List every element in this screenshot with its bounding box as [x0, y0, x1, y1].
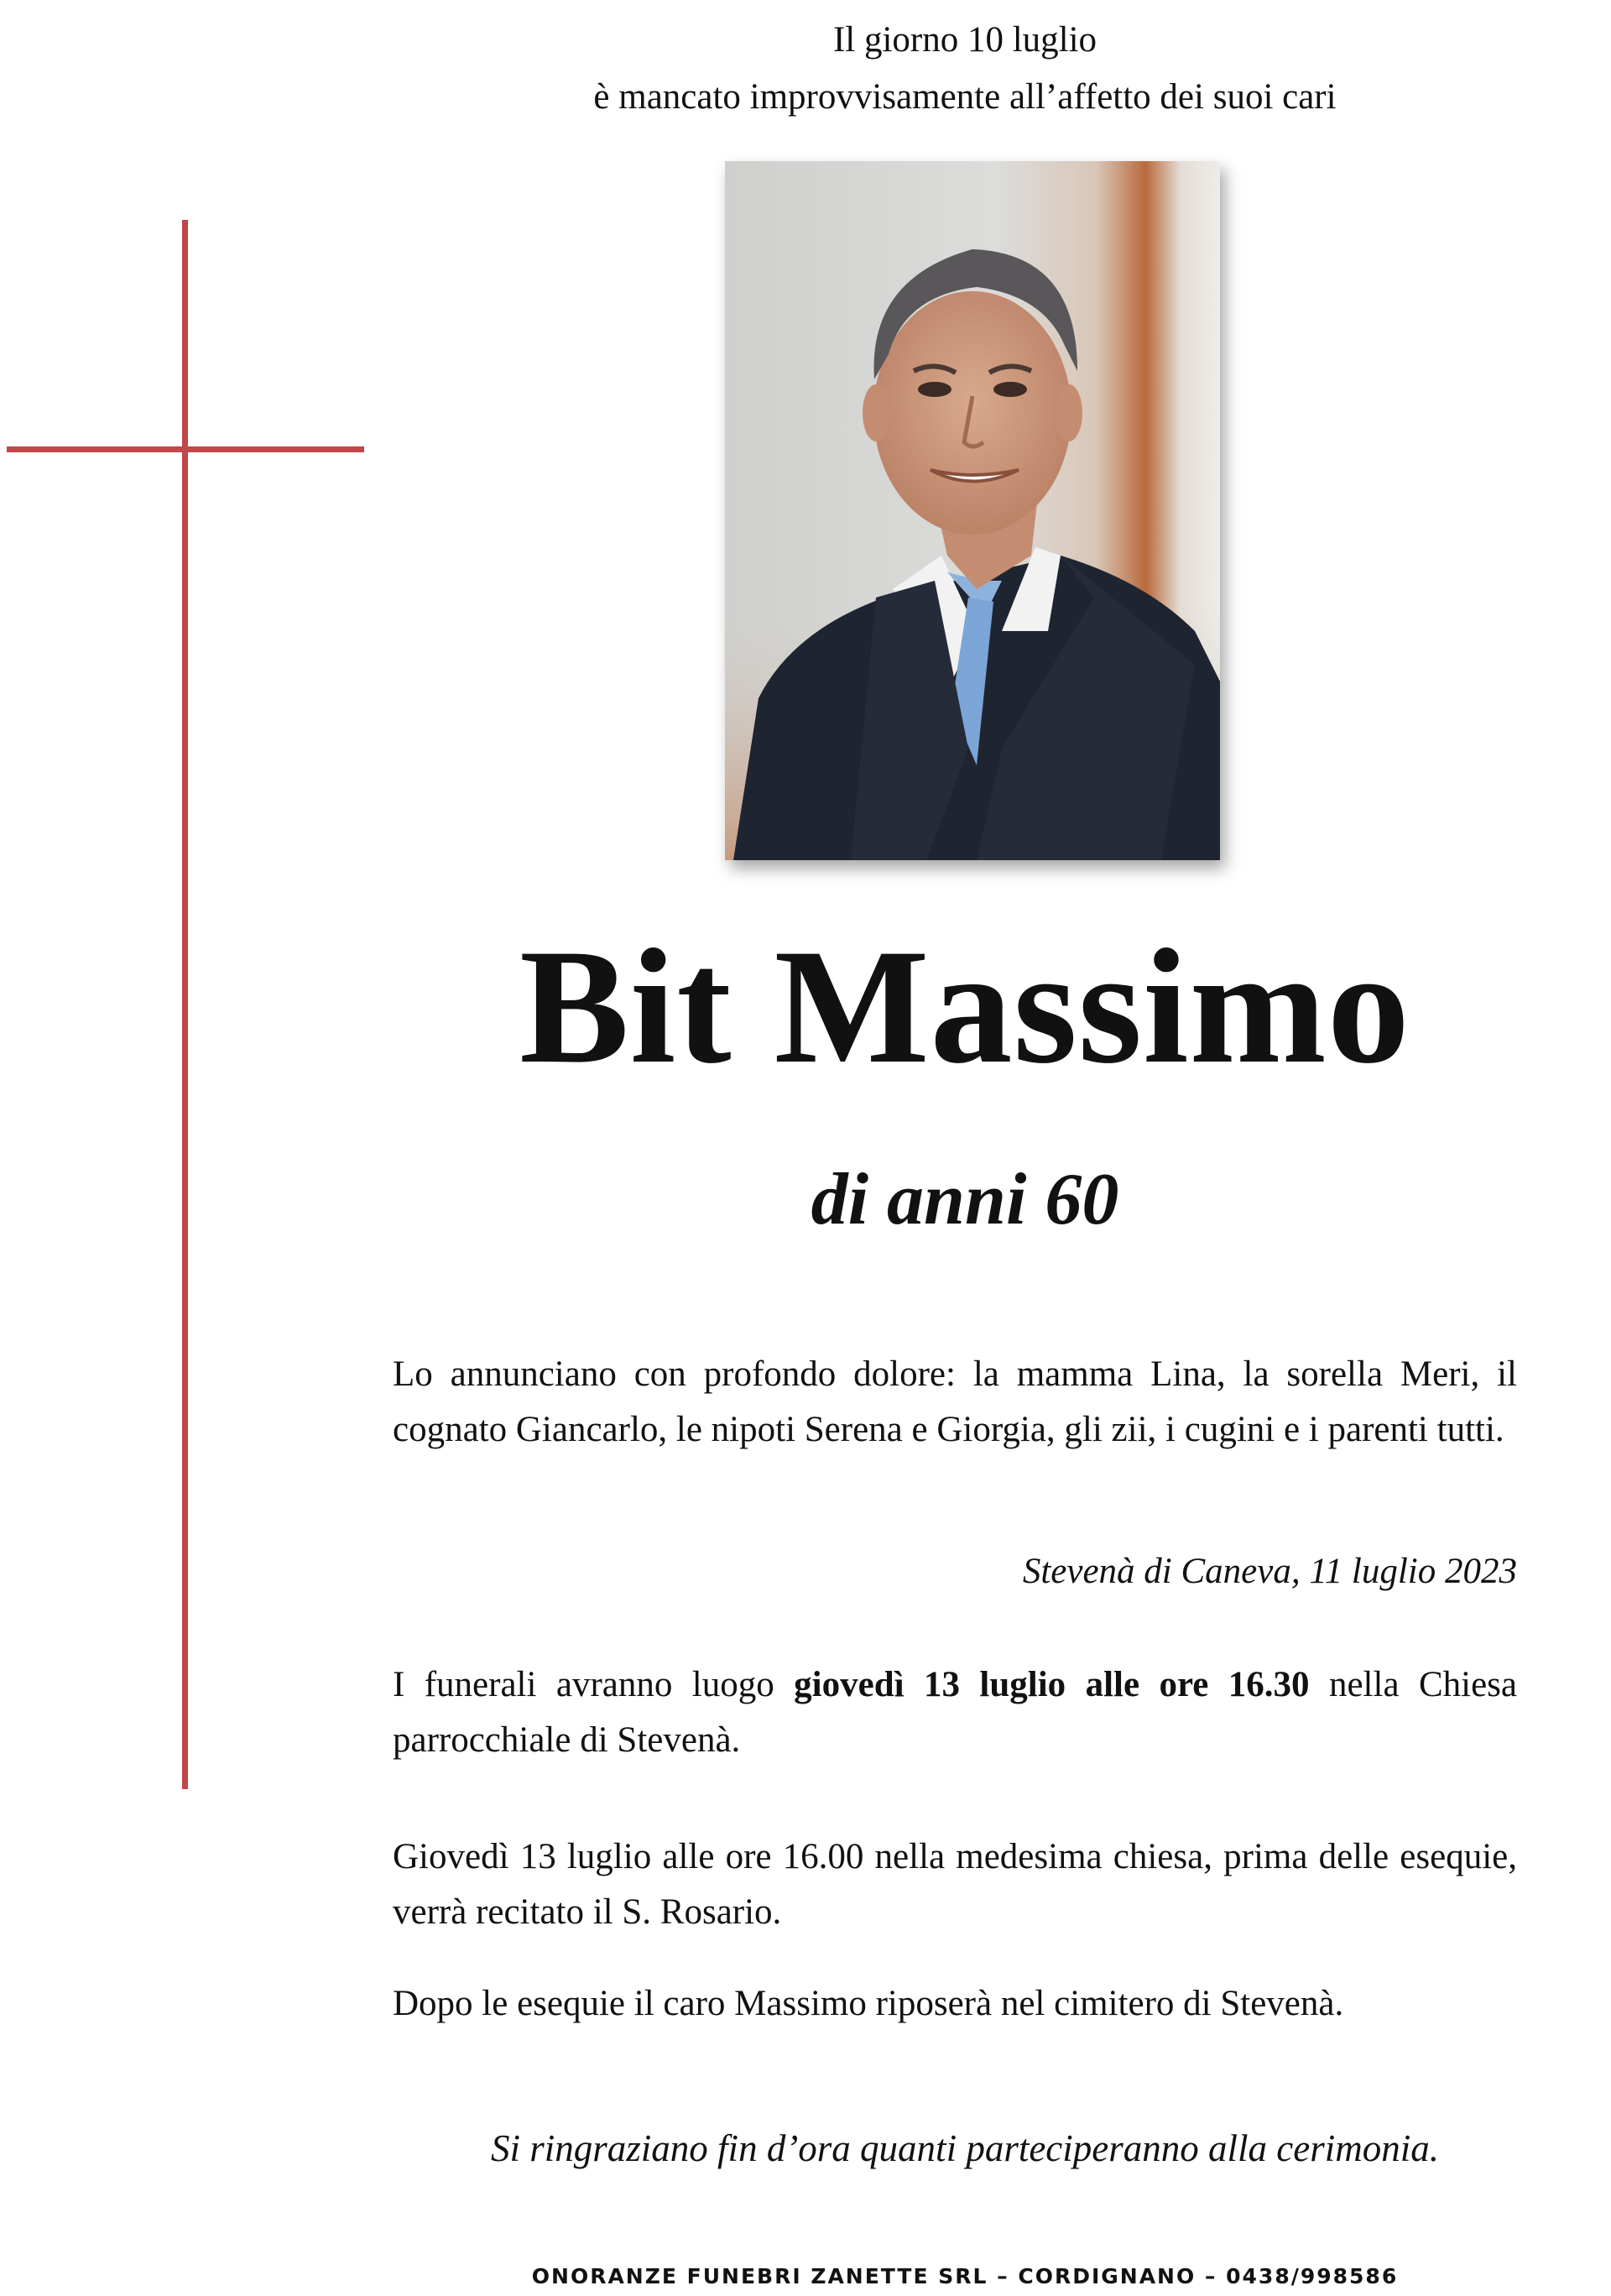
portrait-photo [725, 161, 1220, 860]
funeral-paragraph [393, 1657, 1517, 1768]
burial-paragraph: Dopo le esequie il caro Massimo riposerà nel cimitero di Stevenà. [393, 1984, 1344, 2023]
deceased-name: Bit Massimo [519, 916, 1410, 1098]
funeral-text-start: I funerali avranno luogo [393, 1665, 795, 1704]
intro-line-message: è mancato improvvisamente all’affetto dei suoi cari [593, 77, 1337, 117]
intro-line-date: Il giorno 10 luglio [832, 20, 1097, 60]
place-and-date: Stevenà di Caneva, 11 luglio 2023 [1022, 1552, 1517, 1591]
rosary-paragraph: Giovedì 13 luglio alle ore 16.00 nella medesima chiesa, prima delle esequie, verrà recitato il S. Rosario. [393, 1837, 1517, 1932]
deceased-age: di anni 60 [811, 1159, 1119, 1240]
announcement-paragraph: Lo annunciano con profondo dolore: la mamma Lina, la sorella Meri, il cognato Giancarlo, le nipoti Serena e Giorgia, gli zii, i cugini e i parenti tutti. [393, 1354, 1517, 1449]
funeral-home-footer: ONORANZE FUNEBRI ZANETTE SRL – CORDIGNANO – 0438/998586 [531, 2264, 1399, 2288]
thanks-note: Si ringraziano fin d’ora quanti parteciperanno alla cerimonia. [491, 2127, 1439, 2169]
intro-text [369, 12, 1561, 126]
funeral-text-end: nella Chiesa parrocchiale di Stevenà. [393, 1665, 1517, 1760]
cross-vertical-bar [182, 220, 188, 1789]
cross-horizontal-bar [7, 446, 364, 452]
funeral-date-time: giovedì 13 luglio alle ore 16.30 [794, 1665, 1310, 1704]
